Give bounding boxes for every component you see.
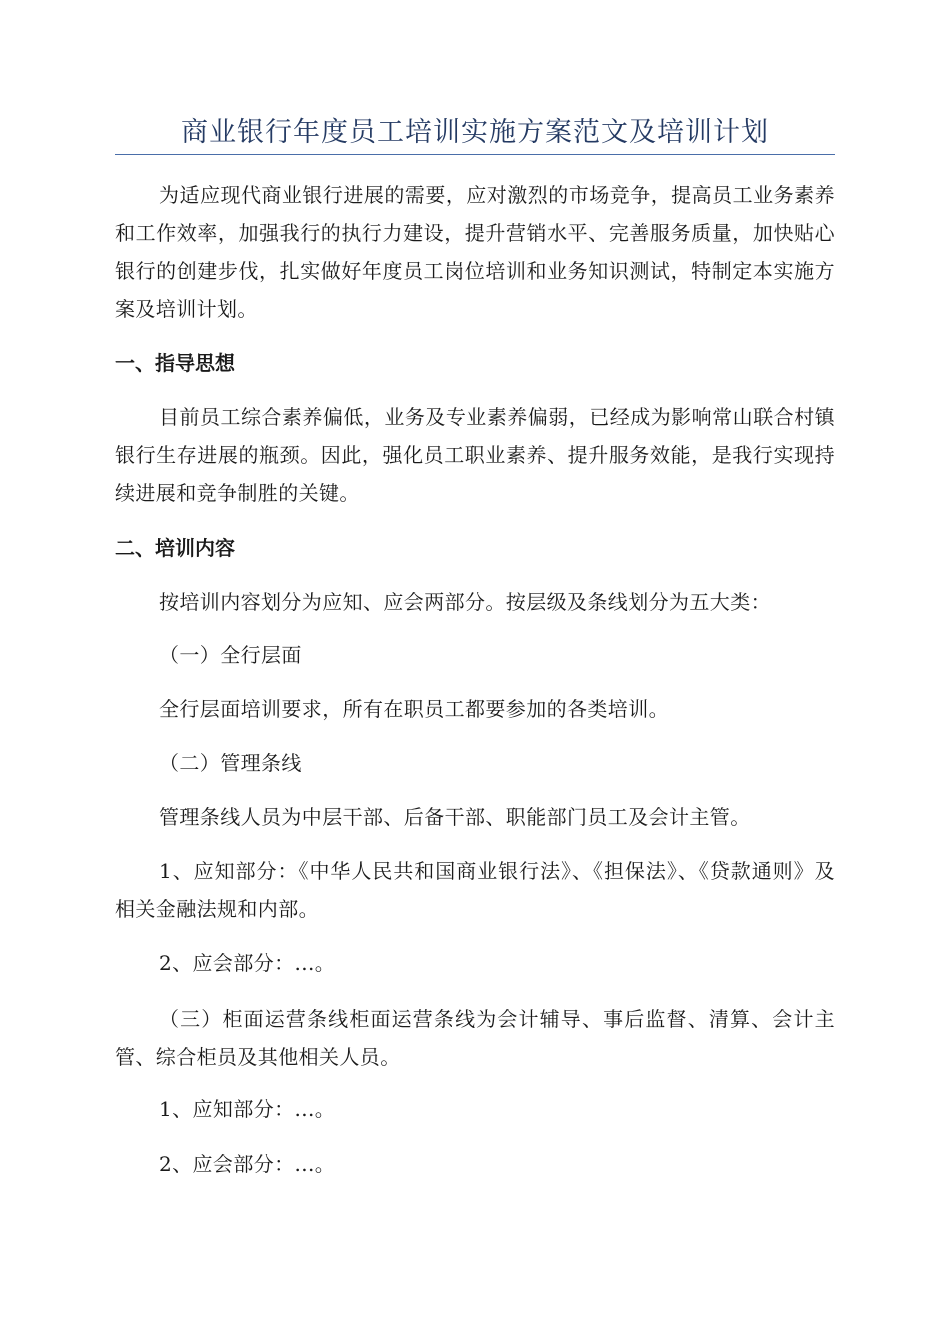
subsection-counter-operations: （三）柜面运营条线柜面运营条线为会计辅导、事后监督、清算、会计主管、综合柜员及其他相关人员。: [115, 1007, 835, 1069]
title-underline: [115, 154, 835, 155]
counter-item-knowledge: 1、应知部分：...。: [159, 1097, 336, 1121]
subsection-body-bank-wide: 全行层面培训要求，所有在职员工都要参加的各类培训。: [159, 697, 669, 721]
section2-intro-paragraph: 按培训内容划分为应知、应会两部分。按层级及条线划分为五大类：: [159, 590, 771, 614]
counter-item-skills: 2、应会部分：...。: [159, 1152, 336, 1176]
document-title: 商业银行年度员工培训实施方案范文及培训计划: [181, 117, 769, 148]
subsection-title-management: （二）管理条线: [159, 751, 302, 775]
intro-paragraph: 为适应现代商业银行进展的需要，应对激烈的市场竞争，提高员工业务素养和工作效率，加强我行的执行力建设，提升营销水平、完善服务质量，加快贴心银行的创建步伐，扎实做好年度员工岗位培训和业务知识测试，特制定本实施方案及培训计划。: [115, 183, 835, 321]
section-heading-guiding-ideology: 一、指导思想: [115, 351, 235, 375]
subsection-title-bank-wide: （一）全行层面: [159, 643, 302, 667]
management-item-knowledge: 1、应知部分：《中华人民共和国商业银行法》、《担保法》、《贷款通则》及相关金融法规和内部。: [115, 859, 835, 921]
section-heading-training-content: 二、培训内容: [115, 536, 235, 560]
section1-paragraph: 目前员工综合素养偏低，业务及专业素养偏弱，已经成为影响常山联合村镇银行生存进展的瓶颈。因此，强化员工职业素养、提升服务效能，是我行实现持续进展和竞争制胜的关键。: [115, 405, 835, 505]
management-item-skills: 2、应会部分：...。: [159, 951, 336, 975]
subsection-body-management: 管理条线人员为中层干部、后备干部、职能部门员工及会计主管。: [159, 805, 751, 829]
